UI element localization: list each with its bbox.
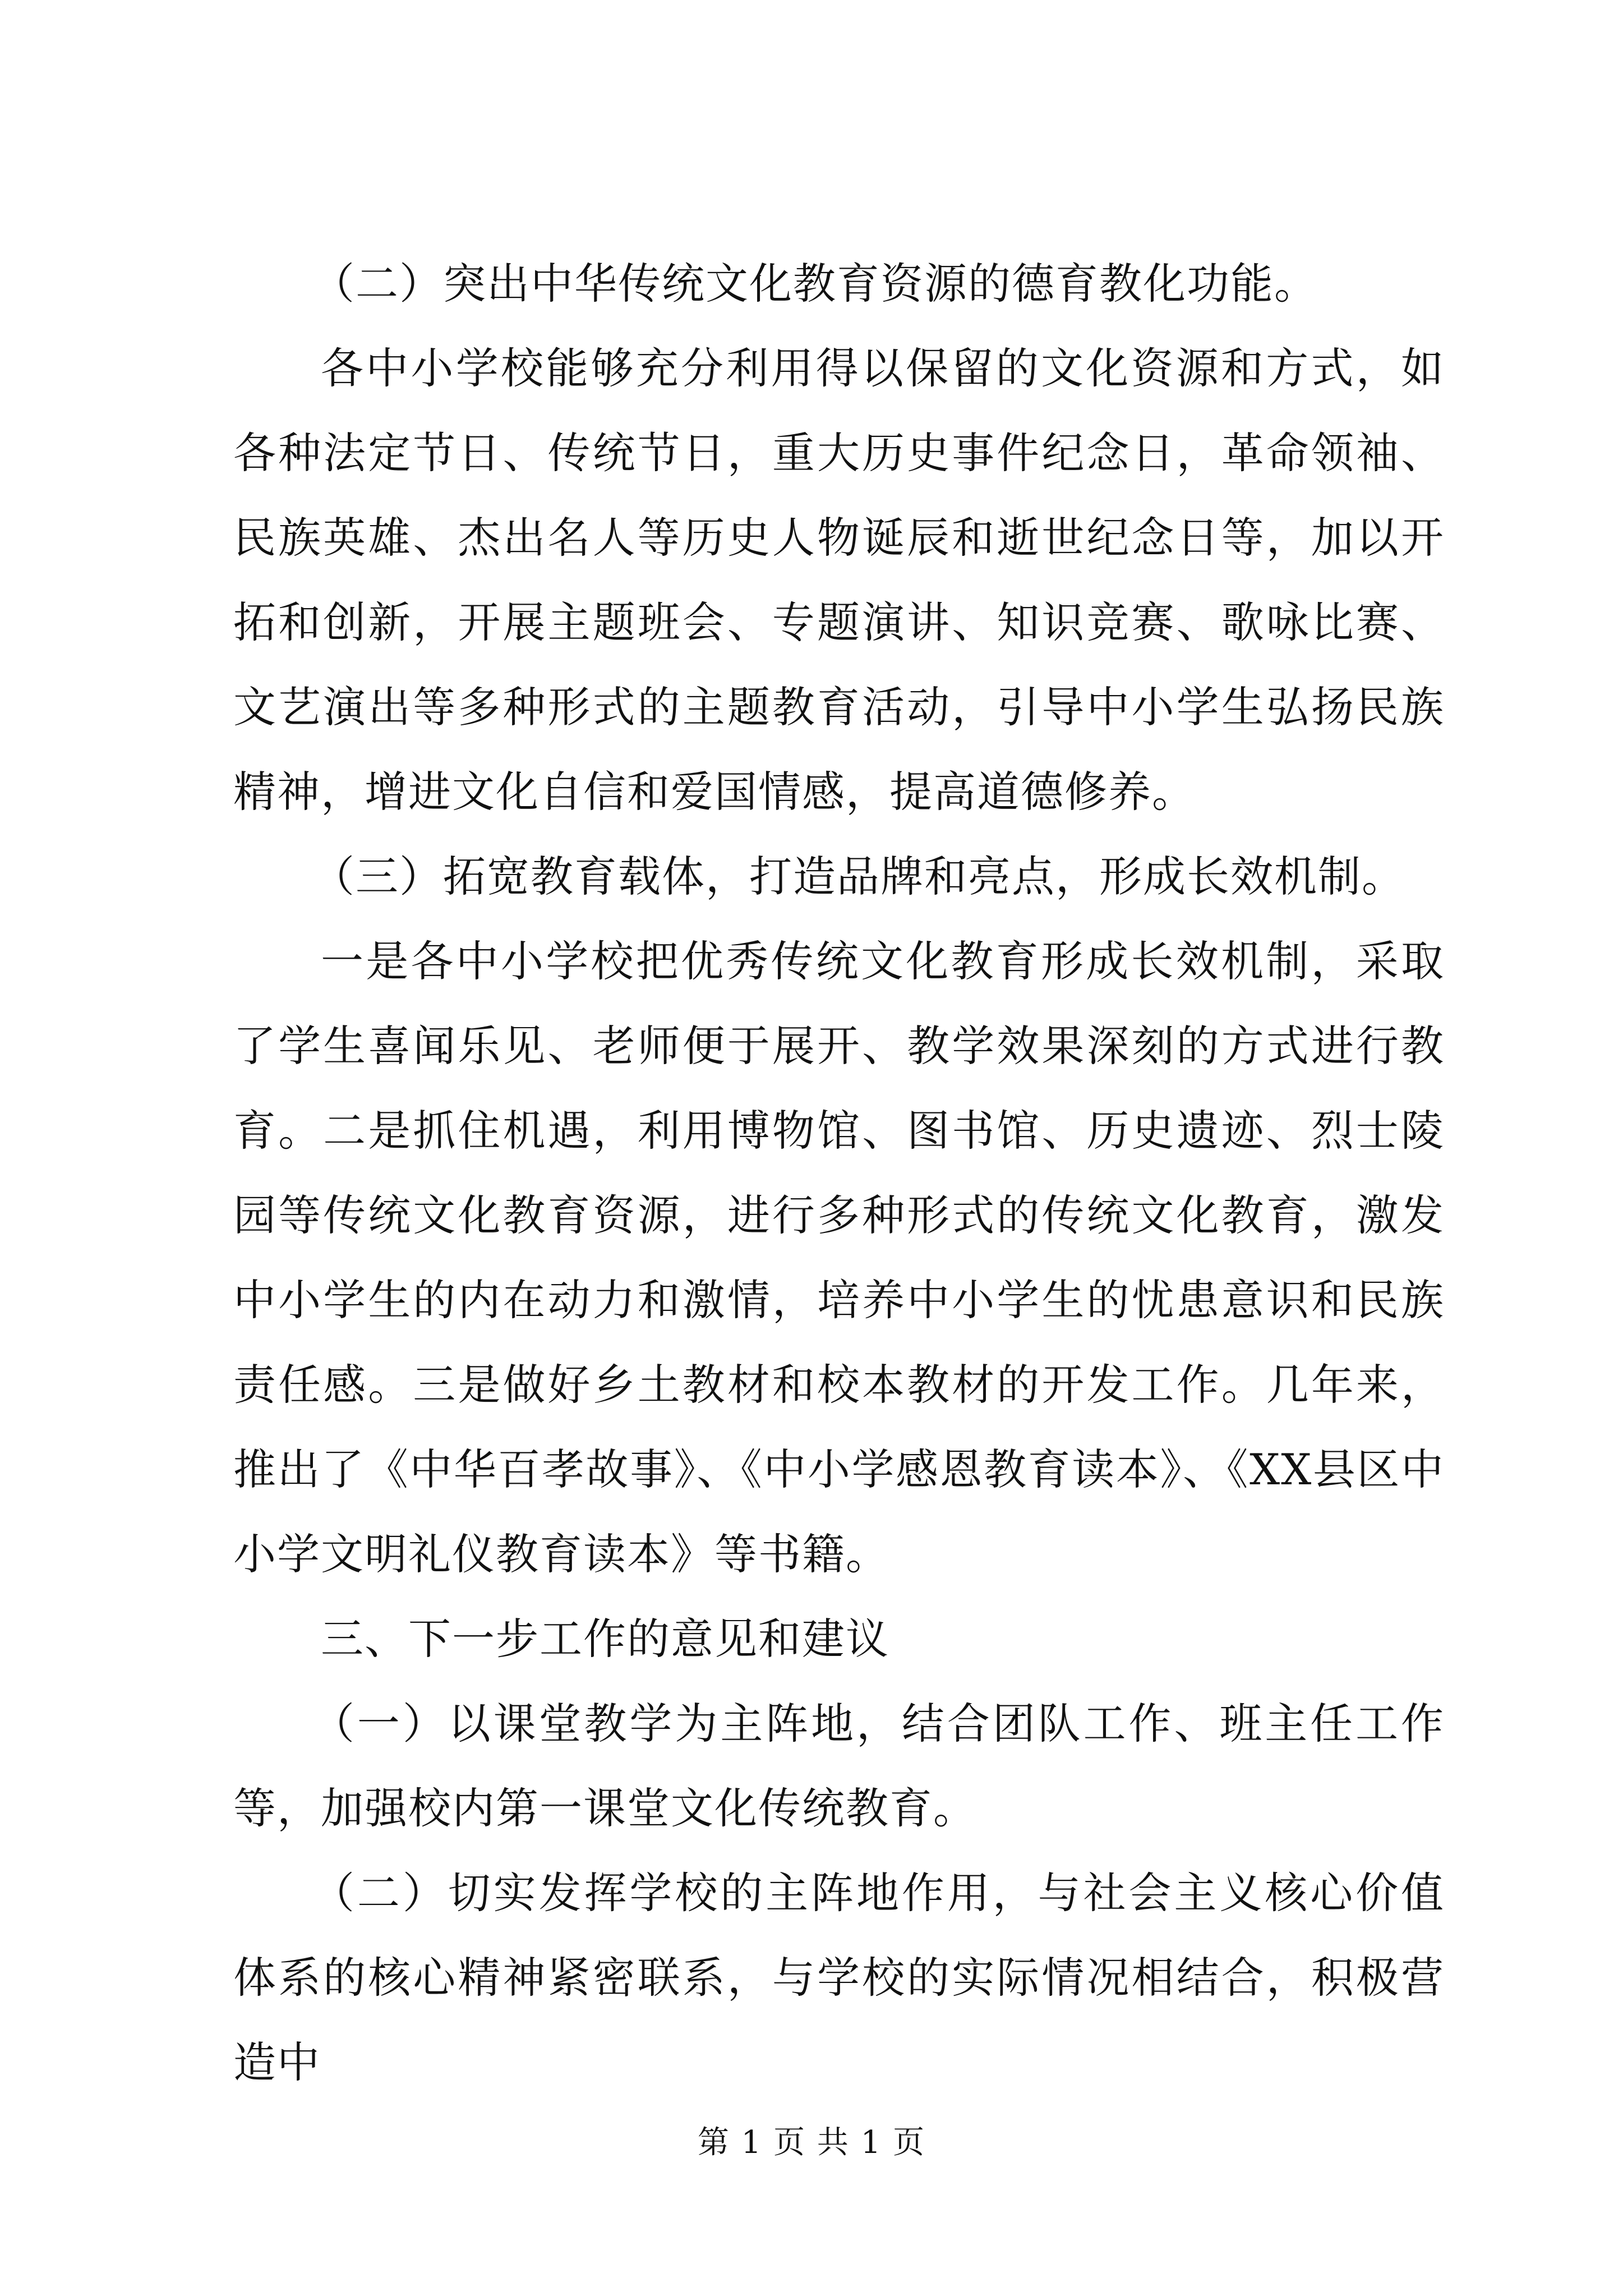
body-paragraph-2: 一是各中小学校把优秀传统文化教育形成长效机制，采取了学生喜闻乐见、老师便于展开、教学效果深刻的方式进行教育。二是抓住机遇，利用博物馆、图书馆、历史遗迹、烈士陵园等传统文化教育资源，进行多种形式的传统文化教育，激发中小学生的内在动力和激情，培养中小学生的忧患意识和民族责任感。三是做好乡土教材和校本教材的开发工作。几年来，推出了《中华百孝故事》、《中小学感恩教育读本》、《XX县区中小学文明礼仪教育读本》等书籍。 bbox=[233, 936, 1445, 1579]
body-paragraph-1: 各中小学校能够充分利用得以保留的文化资源和方式，如各种法定节日、传统节日，重大历史事件纪念日，革命领袖、民族英雄、杰出名人等历史人物诞辰和逝世纪念日等，加以开拓和创新，开展主题班会、专题演讲、知识竞赛、歌咏比赛、文艺演出等多种形式的主题教育活动，引导中小学生弘扬民族精神，增进文化自信和爱国情感，提高道德修养。 bbox=[233, 343, 1445, 817]
body-paragraph-4: （二）切实发挥学校的主阵地作用，与社会主义核心价值体系的核心精神紧密联系，与学校的实际情况相结合，积极营造中 bbox=[233, 1868, 1445, 2087]
body-paragraph-3: （一）以课堂教学为主阵地，结合团队工作、班主任工作等，加强校内第一课堂文化传统教育。 bbox=[233, 1699, 1445, 1833]
section-heading-2: （二）突出中华传统文化教育资源的德育教化功能。 bbox=[312, 259, 1318, 309]
section-heading-3: （三）拓宽教育载体，打造品牌和亮点，形成长效机制。 bbox=[312, 852, 1405, 901]
document-body bbox=[233, 241, 1445, 2105]
page-footer: 第 1 页 共 1 页 bbox=[697, 2124, 926, 2161]
section-title-next-steps: 三、下一步工作的意见和建议 bbox=[321, 1614, 889, 1664]
